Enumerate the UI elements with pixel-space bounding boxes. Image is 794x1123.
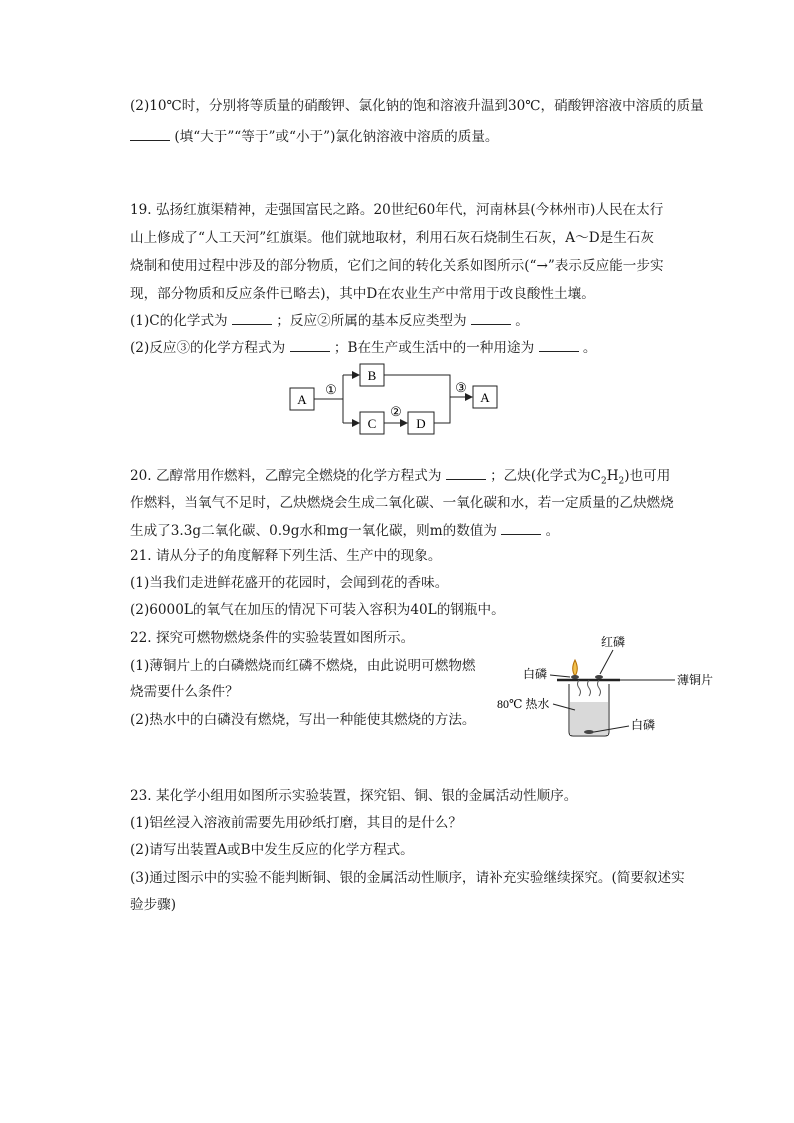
conversion-diagram: [285, 358, 505, 438]
answer-blank[interactable]: [539, 337, 579, 352]
q21-line2: (1)当我们走进鲜花盛开的花园时，会闻到花的香味。: [130, 575, 449, 591]
q19-part1-text-c: 。: [515, 313, 529, 329]
reaction-3-label: ③: [455, 380, 467, 395]
steam-icon: [578, 680, 581, 696]
q20-line1: [130, 465, 670, 492]
answer-blank[interactable]: [471, 310, 511, 325]
q19-part2: [130, 337, 596, 358]
q22-line1: 22. 探究可燃物燃烧条件的实验装置如图所示。: [130, 630, 415, 646]
q19-part2-text-b: ；B在生产或生活中的一种用途为: [333, 340, 535, 356]
leader-red-phosphorus: [600, 650, 613, 674]
q22-line4: (2)热水中的白磷没有燃烧，写出一种能使其燃烧的方法。: [130, 712, 476, 728]
q19-line4: 现，部分物质和反应条件已略去)，其中D在农业生产中常用于改良酸性土壤。: [130, 286, 595, 302]
q23-line3: (2)请写出装置A或B中发生反应的化学方程式。: [130, 842, 414, 858]
q19-part1: [130, 310, 529, 331]
combustion-apparatus-figure: [495, 632, 730, 744]
reaction-1-label: ①: [325, 382, 337, 397]
q22-line3: 烧需要什么条件？: [130, 684, 239, 700]
label-red-phosphorus: 红磷: [600, 635, 626, 649]
q23-line2: (1)铝丝浸入溶液前需要先用砂纸打磨，其目的是什么？: [130, 815, 462, 831]
white-phosphorus-burning: [571, 675, 579, 679]
q20-text-f: 。: [545, 523, 560, 539]
flame-icon: [573, 660, 578, 676]
answer-blank[interactable]: [446, 465, 486, 480]
q23-line4: (3)通过图示中的实验不能判断铜、银的金属活动性顺序，请补充实验继续探究。(简要叙述实: [130, 870, 685, 886]
reaction-2-label: ②: [390, 404, 402, 419]
q18-part2-line1: (2)10℃时，分别将等质量的硝酸钾、氯化钠的饱和溶液升温到30℃，硝酸钾溶液中溶质的质量: [130, 98, 704, 114]
steam-icon: [598, 680, 601, 696]
answer-blank[interactable]: [290, 337, 330, 352]
q21-line1: 21. 请从分子的角度解释下列生活、生产中的现象。: [130, 548, 442, 564]
box-c-label: C: [367, 416, 377, 431]
q21-line3: (2)6000L的氧气在加压的情况下可装入容积为40L的钢瓶中。: [130, 602, 505, 618]
box-d-label: D: [416, 416, 426, 431]
q19-line2: 山上修成了“人工天河”红旗渠。他们就地取材，利用石灰石烧制生石灰，A～D是生石灰: [130, 230, 654, 246]
subscript: 2: [618, 476, 625, 487]
q20-text-e: 生成了3.3g二氧化碳、0.9g水和mg一氧化碳，则m的数值为: [130, 523, 497, 539]
q20-line2: 作燃料，当氧气不足时，乙炔燃烧会生成二氧化碳、一氧化碳和水，若一定质量的乙炔燃烧: [130, 495, 674, 511]
steam-icon: [588, 680, 591, 696]
q19-part1-text-b: ；反应②所属的基本反应类型为: [276, 313, 467, 329]
q23-line5: 验步骤): [130, 897, 177, 913]
label-white-phosphorus-bottom: 白磷: [631, 718, 656, 732]
answer-blank[interactable]: [232, 310, 272, 325]
q20-text-a: 20. 乙醇常用作燃料，乙醇完全燃烧的化学方程式为: [130, 468, 442, 484]
box-b-label: B: [367, 368, 377, 383]
white-phosphorus-in-water: [584, 730, 594, 734]
q23-line1: 23. 某化学小组用如图所示实验装置，探究铝、铜、银的金属活动性顺序。: [130, 788, 578, 804]
q20-text-c: H: [606, 468, 619, 484]
leader-white-phosphorus-top: [550, 675, 570, 677]
label-white-phosphorus-top: 白磷: [523, 667, 548, 681]
q20-text-d: )也可用: [624, 468, 671, 484]
answer-blank[interactable]: [501, 520, 541, 535]
box-a-left-label: A: [297, 392, 307, 407]
red-phosphorus-sample: [595, 675, 603, 679]
q22-line2: (1)薄铜片上的白磷燃烧而红磷不燃烧，由此说明可燃物燃: [130, 658, 476, 674]
answer-blank[interactable]: [130, 126, 170, 141]
q19-part1-text-a: (1)C的化学式为: [130, 313, 228, 329]
label-hot-water: 80℃ 热水: [497, 697, 550, 711]
q19-line1: 19. 弘扬红旗渠精神，走强国富民之路。20世纪60年代，河南林县(今林州市)人民在太行: [130, 202, 664, 218]
q18-part2-line2-text: (填“大于”“等于”或“小于”)氯化钠溶液中溶质的质量。: [174, 129, 499, 145]
label-copper-sheet: 薄铜片: [677, 673, 714, 687]
q19-part2-text-c: 。: [582, 340, 597, 356]
subscript: 2: [600, 476, 607, 487]
q19-line3: 烧制和使用过程中涉及的部分物质，它们之间的转化关系如图所示(“→”表示反应能一步实: [130, 258, 664, 274]
q20-line3: [130, 520, 559, 541]
q19-part2-text-a: (2)反应③的化学方程式为: [130, 340, 286, 356]
q20-text-b: ；乙炔(化学式为C: [490, 468, 601, 484]
q18-part2-line2: [130, 126, 499, 147]
box-a-right-label: A: [480, 390, 490, 405]
